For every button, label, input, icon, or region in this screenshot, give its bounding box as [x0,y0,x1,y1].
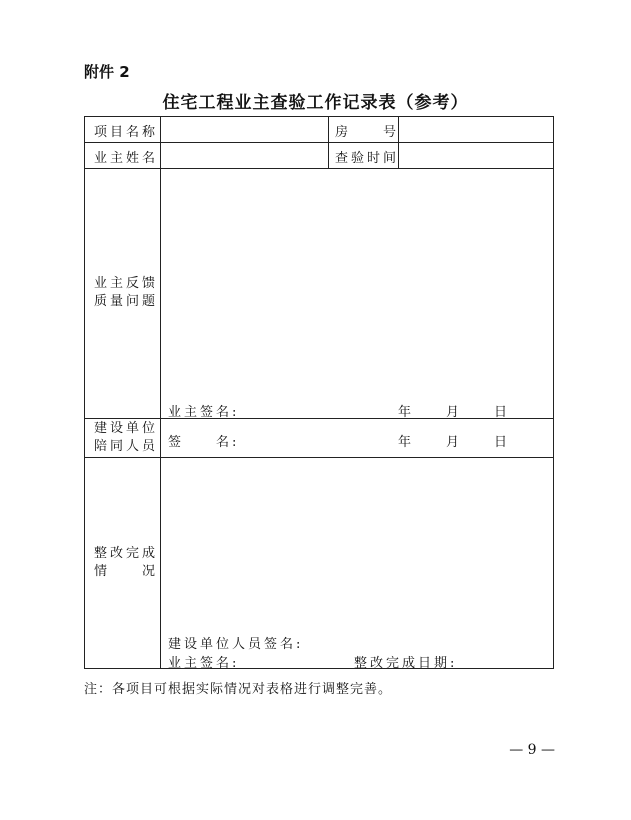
builder-staff-signature-label: 建设单位人员签名: [168,637,304,652]
feedback-label-line1: 业主反馈 [94,276,159,291]
column-divider [160,117,161,668]
document-title: 住宅工程业主查验工作记录表（参考） [162,93,469,113]
rectification-label-line2: 情 况 [94,564,159,579]
row-divider [85,457,553,458]
feedback-content-area[interactable] [162,170,550,398]
rectification-label-line1: 整改完成 [94,546,159,561]
row-divider [85,168,553,169]
inspection-time-label: 查验时间 [335,151,400,166]
builder-label-line2: 陪同人员 [94,439,159,454]
column-divider [328,117,329,168]
owner-signature-date: 年 月 日 [398,405,511,420]
room-number-field[interactable] [400,118,550,141]
rectification-owner-signature-label: 业主签名: [168,656,240,671]
row-divider [85,142,553,143]
inspection-record-table [84,116,554,669]
project-name-label: 项目名称 [94,125,159,140]
owner-signature-label: 业主签名: [168,405,240,420]
page-number: — 9 — [509,742,555,758]
builder-label-line1: 建设单位 [94,421,159,436]
builder-signature-label: 签 名: [168,435,240,450]
attachment-label: 附件 2 [84,63,130,81]
footnote: 注：各项目可根据实际情况对表格进行调整完善。 [84,682,393,697]
feedback-label-line2: 质量问题 [94,294,159,309]
inspection-time-field[interactable] [400,144,550,167]
room-number-label: 房 号 [335,125,400,140]
builder-signature-date: 年 月 日 [398,435,511,450]
feedback-label [94,275,158,311]
owner-name-label: 业主姓名 [94,151,159,166]
rectification-label [94,545,158,581]
project-name-field[interactable] [162,118,326,141]
rectification-content-area[interactable] [162,459,550,629]
builder-accompany-label [94,420,158,456]
rectification-date-label: 整改完成日期: [354,656,458,671]
owner-name-field[interactable] [162,144,326,167]
